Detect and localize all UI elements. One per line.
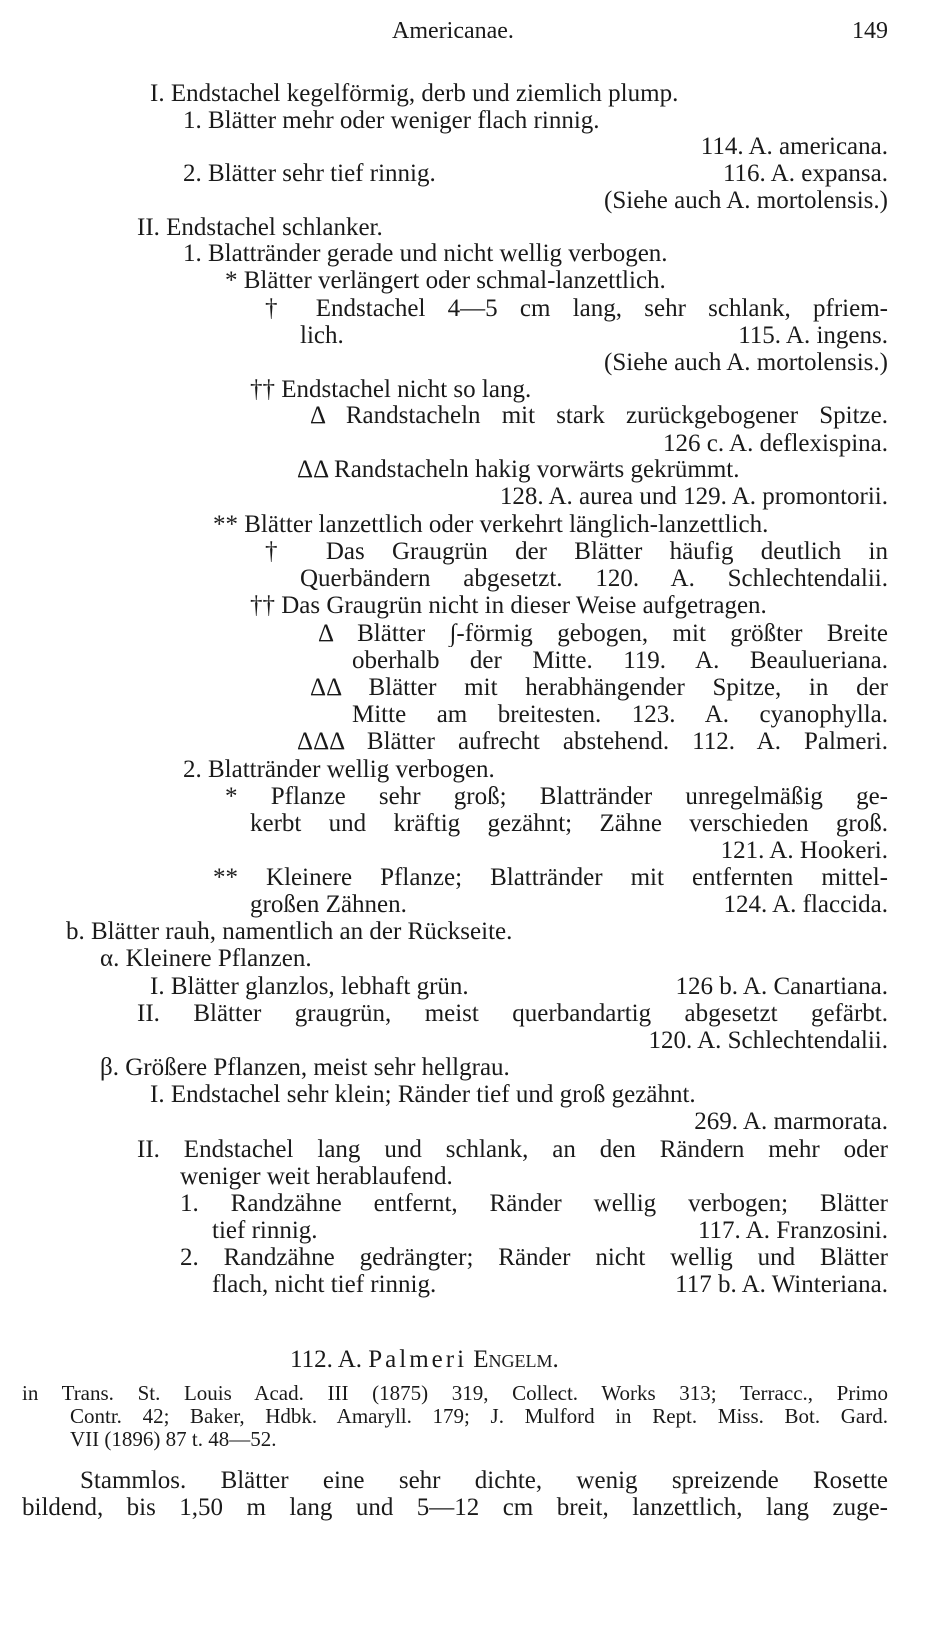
- key-line: 2. Blätter sehr tief rinnig. 116. A. expansa.: [183, 160, 888, 187]
- key-line: 2. Randzähne gedrängter; Ränder nicht wellig und Blätter: [180, 1244, 888, 1271]
- key-line: Mitte am breitesten. 123. A. cyanophylla.: [352, 701, 888, 728]
- page-number: 149: [852, 18, 888, 44]
- key-line: II. Endstachel lang und schlank, an den Rändern mehr oder: [137, 1136, 888, 1163]
- key-line: ΔΔ Randstacheln hakig vorwärts gekrümmt.: [297, 456, 740, 483]
- key-line: 120. A. Schlechtendalii.: [648, 1027, 888, 1054]
- key-line: II. Endstachel schlanker.: [137, 214, 383, 241]
- key-line: tief rinnig. 117. A. Franzosini.: [212, 1217, 888, 1244]
- key-line: 269. A. marmorata.: [694, 1108, 888, 1135]
- key-line: 121. A. Hookeri.: [720, 837, 888, 864]
- key-line: * Pflanze sehr groß; Blattränder unregelmäßig ge-: [225, 783, 888, 810]
- key-line: 1. Randzähne entfernt, Ränder wellig verbogen; Blätter: [180, 1190, 888, 1217]
- key-line: II. Blätter graugrün, meist querbandartig abgesetzt gefärbt.: [137, 1000, 888, 1027]
- key-line: oberhalb der Mitte. 119. A. Beaulueriana.: [352, 647, 888, 674]
- header-title: Americanae.: [392, 18, 514, 44]
- key-line: ** Blätter lanzettlich oder verkehrt länglich-lanzettlich.: [213, 511, 769, 538]
- key-line: †† Das Graugrün nicht in dieser Weise aufgetragen.: [250, 592, 767, 619]
- description-line: Stammlos. Blätter eine sehr dichte, wenig spreizende Rosette: [80, 1467, 888, 1494]
- key-line: großen Zähnen. 124. A. flaccida.: [250, 891, 888, 918]
- species-name: Palmeri: [368, 1346, 468, 1373]
- key-line: flach, nicht tief rinnig. 117 b. A. Winteriana.: [212, 1271, 888, 1298]
- key-line: Δ Blätter ∫-förmig gebogen, mit größter Breite: [318, 620, 888, 647]
- key-line: (Siehe auch A. mortolensis.): [604, 187, 888, 214]
- key-line: kerbt und kräftig gezähnt; Zähne verschieden groß.: [250, 810, 888, 837]
- key-line: b. Blätter rauh, namentlich an der Rückseite.: [66, 918, 513, 945]
- key-line: 128. A. aurea und 129. A. promontorii.: [499, 483, 888, 510]
- citation-line: VII (1896) 87 t. 48—52.: [70, 1427, 277, 1451]
- key-line: †† Endstachel nicht so lang.: [250, 376, 532, 403]
- key-line: β. Größere Pflanzen, meist sehr hellgrau.: [100, 1054, 510, 1081]
- key-line: weniger weit herablaufend.: [180, 1163, 453, 1190]
- description-line: bildend, bis 1,50 m lang und 5—12 cm breit, lanzettlich, lang zuge-: [22, 1494, 888, 1521]
- key-line: Querbändern abgesetzt. 120. A. Schlechtendalii.: [300, 565, 888, 592]
- running-header: [0, 18, 938, 45]
- key-line: α. Kleinere Pflanzen.: [100, 945, 312, 972]
- key-line: Δ Randstacheln mit stark zurückgebogener Spitze.: [310, 402, 888, 429]
- key-line: 1. Blattränder gerade und nicht wellig verbogen.: [183, 240, 668, 267]
- key-line: ΔΔΔ Blätter aufrecht abstehend. 112. A. Palmeri.: [297, 728, 888, 755]
- species-author: Engelm.: [473, 1346, 559, 1373]
- citation-line: Contr. 42; Baker, Hdbk. Amaryll. 179; J. Mulford in Rept. Miss. Bot. Gard.: [70, 1404, 888, 1428]
- key-line: (Siehe auch A. mortolensis.): [604, 349, 888, 376]
- species-number: 112. A.: [290, 1346, 362, 1373]
- key-line: 1. Blätter mehr oder weniger flach rinnig.: [183, 107, 600, 134]
- key-line: lich. 115. A. ingens.: [300, 322, 888, 349]
- key-line: 114. A. americana.: [700, 133, 888, 160]
- key-line: I. Endstachel kegelförmig, derb und ziemlich plump.: [150, 80, 679, 107]
- species-heading: [0, 1346, 938, 1373]
- key-line: ΔΔ Blätter mit herabhängender Spitze, in der: [310, 674, 888, 701]
- citation-line: in Trans. St. Louis Acad. III (1875) 319, Collect. Works 313; Terracc., Primo: [22, 1381, 888, 1405]
- key-line: † Das Graugrün der Blätter häufig deutlich in: [265, 538, 888, 565]
- key-line: 2. Blattränder wellig verbogen.: [183, 756, 495, 783]
- key-line: I. Blätter glanzlos, lebhaft grün. 126 b. A. Canartiana.: [150, 973, 888, 1000]
- key-line: † Endstachel 4—5 cm lang, sehr schlank, pfriem-: [265, 295, 888, 322]
- key-line: ** Kleinere Pflanze; Blattränder mit entfernten mittel-: [213, 864, 888, 891]
- key-line: I. Endstachel sehr klein; Ränder tief und groß gezähnt.: [150, 1081, 696, 1108]
- key-line: 126 c. A. deflexispina.: [663, 430, 888, 457]
- key-line: * Blätter verlängert oder schmal-lanzettlich.: [225, 267, 666, 294]
